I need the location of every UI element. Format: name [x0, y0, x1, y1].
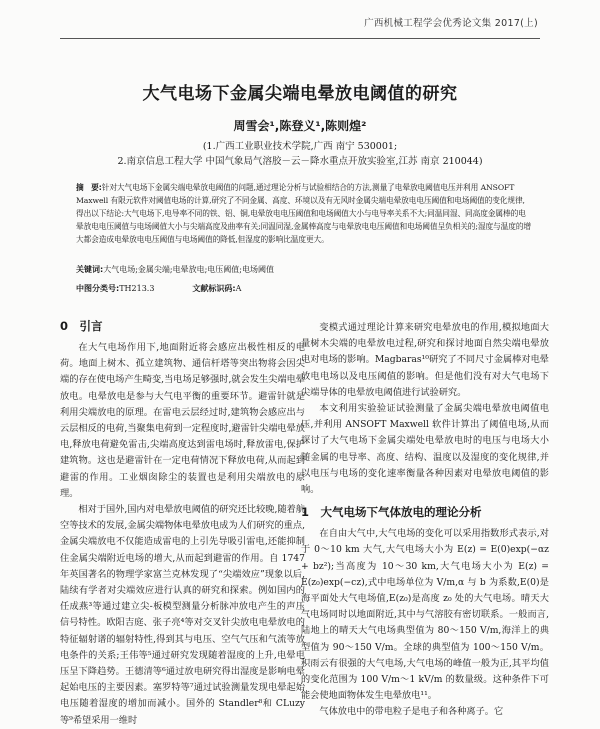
right-paragraph-1: 变模式通过理论计算来研究电晕放电的作用,模拟地面大量树木尖端的电晕放电过程,研究和探讨地面自然尖端电晕放电对电场的影响。Magbaras¹⁰研究了不同尺寸金属棒对电晕放电电场以及电压阈值的影响。但是他们没有对大气电场下尖端导体的电晕放电阈值进行试验研究。 [301, 322, 549, 398]
doc-code-label: 文献标识码: [192, 284, 236, 293]
doc-code-value: A [235, 284, 242, 293]
abstract-text: 针对大气电场下金属尖端电晕放电阈值的问题,通过理论分析与试验相结合的方法,测量了电晕放电阈值电压并利用 ANSOFT Maxwell 有限元软件对阈值电场的计算,研究了不同金属、高度、环境以及有无风时金属尖端电晕放电电压阈值和电场阈值的变化规律,得出以下结论:大气电场下,电导率不同的铁、铝、铜,电晕放电电压阈值和电场阈值大小与电导率关系不大;同温同湿、同高度金属棒的电晕放电电压阈值与电场阈值大小与尖端高度及曲率有关;同温同湿,金属棒高度与电晕放电电压阈值和电场阈值呈负相关的;湿度与温度的增大都会造成电晕放电电压阈值与电场阈值的降低,但湿度的影响比温度更大。 [76, 183, 531, 244]
abstract [76, 181, 532, 246]
affiliation-1: (1.广西工业职业技术学院,广西 南宁 530001; [202, 141, 398, 152]
classification-line [76, 283, 241, 294]
keywords [76, 264, 532, 275]
left-column [60, 318, 305, 729]
author-line: 周雪会¹,陈登义¹,陈则煌² [233, 119, 367, 133]
keywords-text: 大气电场;金属尖端;电晕放电;电压阈值;电场阈值 [103, 265, 274, 274]
theory-paragraph-2: 气体放电中的带电粒子是电子和各种离子。它 [319, 706, 504, 718]
right-paragraph-2: 本文利用实验验证试验测量了金属尖端电晕放电阈值电压,并利用 ANSOFT Maxwell 软件计算出了阈值电场,从而探讨了大气电场下金属尖端处电晕放电时的电压与电场大小随金属的电导率、高度、结构、温度以及湿度的变化规律,并以电压与电场的变化速率衡量各种因素对电晕放电阈值的影响。 [301, 403, 549, 496]
intro-paragraph-2: 相对于国外,国内对电晕放电阈值的研究还比较晚,随着航空等技术的发展,金属尖端物体电晕放电成为人们研究的重点,金属尖端放电不仅能造成雷电的上引先导吸引雷电,还能抑制住金属尖端附近电场的增大,从而起到避雷的作用。自 1747 年英国著名的物理学家富兰克林发现了“尖端效应”现象以后,陆续有学者对尖端效应进行认真的研究和探索。例如国内的任成燕³等通过建立尖-板模型测量分析脉冲放电产生的声压信号特性。欧阳吉庭、张子亮⁴等对交叉针尖放电电晕放电的特征辐射谱的辐射特性,得到其与电压、空气气压和气流等放电条件的关系;王伟等⁵通过研究发现随着湿度的上升,电晕电压呈下降趋势。王德清等⁶通过放电研究得出湿度是影响电晕起始电压的主要因素。塞罗特等⁷通过试验测量发现电晕起始电压随着湿度的增加而减小。国外的 Standler⁸和 CLuzy 等⁹希望采用一维时 [60, 504, 305, 726]
affiliation-2: 2.南京信息工程大学 中国气象局气溶胶－云－降水重点开放实验室,江苏 南京 210044) [117, 156, 483, 167]
header-rule [60, 38, 540, 39]
intro-paragraph-1: 在大气电场作用下,地面附近将会感应出极性相反的电荷。地面上树木、孤立建筑物、通信杆塔等突出物将会因尖端的存在使电场产生畸变,当电场足够强时,就会发生尖端电晕放电。电晕放电是参与大气电平衡的重要环节。避雷针就是利用尖端放电的原理。在雷电云层经过时,建筑物会感应出与云层相反的电荷,当聚集电荷到一定程度时,避雷针尖端电晕放电,释放电荷避免雷击,尖端高度达到雷电场时,释放雷电,保护建筑物。这也是避雷针在一定电荷情况下释放电荷,从而起到避雷的作用。工业烟囱除尘的装置也是利用尖端放电的原理。 [60, 342, 305, 499]
right-column [301, 320, 549, 721]
clc-value: TH213.3 [119, 284, 155, 293]
section-heading-introduction: 0 引言 [60, 319, 103, 333]
running-head: 广西机械工程学会优秀论文集 2017(上) [364, 18, 538, 29]
clc-label: 中图分类号: [76, 284, 120, 293]
paper-title: 大气电场下金属尖端电晕放电阈值的研究 [142, 84, 458, 104]
abstract-label: 摘 要: [76, 183, 102, 192]
section-heading-theory: 1 大气电场下气体放电的理论分析 [301, 505, 482, 520]
keywords-label: 关键词: [76, 265, 104, 274]
theory-paragraph-1: 在自由大气中,大气电场的变化可以采用指数形式表示,对于 0～10 km 大气,大气电场大小为 E(z) = E(0)exp(−αz + bz²);当高度为 10～30 km,大气电场大小为 E(z) = E(z₀)exp(−cz),式中电场单位为 V/m,α 与 b 为系数,E(0)是海平面处大气电场值,E(z₀)是高度 z₀ 处的大气电场。晴天大气电场同时以地面附近,其中与气溶胶有密切联系。一般而言,陆地上的晴天大气电场典型值为 80～150 V/m,海洋上的典型值为 90～150 V/m。全球的典型值为 100～150 V/m。积雨云有很强的大气电场,大气电场的峰值一般为正,其平均值的变化范围为 100 V/m～1 kV/m 的数量级。这种条件下可能会使地面物体发生电晕放电¹¹。 [301, 528, 549, 702]
